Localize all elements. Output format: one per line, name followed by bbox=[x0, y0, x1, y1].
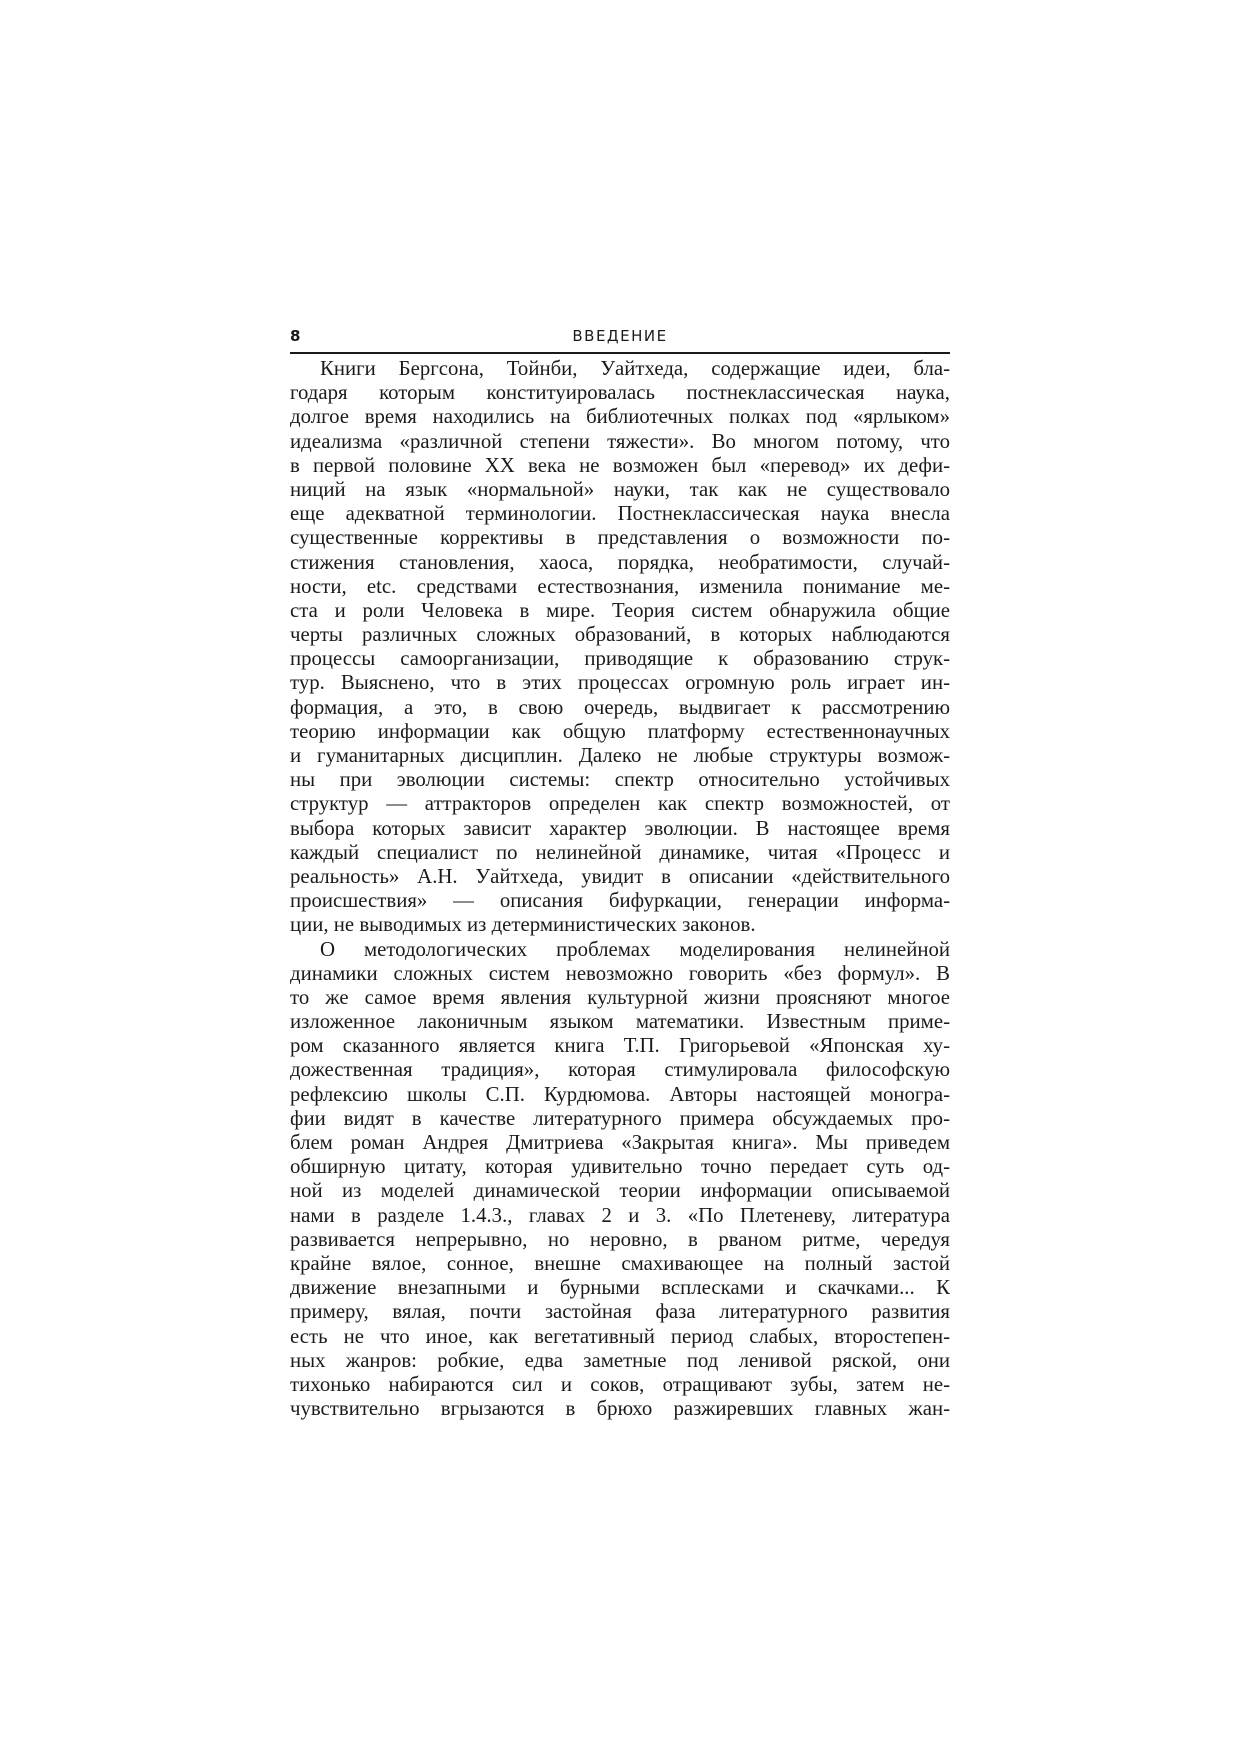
text-line: О методологических проблемах моделирования нелинейной bbox=[320, 937, 950, 961]
text-line: изложенное лаконичным языком математики. Известным приме- bbox=[290, 1010, 950, 1034]
text-line: выбора которых зависит характер эволюции. В настоящее время bbox=[290, 816, 950, 840]
text-line: блем роман Андрея Дмитриева «Закрытая книга». Мы приведем bbox=[290, 1131, 950, 1154]
text-line: чувствительно вгрызаются в брюхо разжиревших главных жан- bbox=[290, 1397, 950, 1421]
text-line: развивается непрерывно, но неровно, в рваном ритме, чередуя bbox=[290, 1227, 950, 1251]
text-line: стижения становления, хаоса, порядка, необратимости, случай- bbox=[290, 550, 950, 574]
text-line: долгое время находились на библиотечных полках под «ярлыком» bbox=[290, 405, 950, 429]
text-line: ной из моделей динамической теории информации описываемой bbox=[290, 1179, 950, 1203]
text-line: теорию информации как общую платформу естественнонаучных bbox=[290, 719, 950, 743]
text-line: ром сказанного является книга Т.П. Григорьевой «Японская ху- bbox=[290, 1034, 950, 1058]
text-line: структур — аттракторов определен как спектр возможностей, от bbox=[290, 792, 950, 816]
text-line: рефлексию школы С.П. Курдюмова. Авторы настоящей моногра- bbox=[290, 1082, 950, 1106]
text-line: формация, а это, в свою очередь, выдвигает к рассмотрению bbox=[290, 695, 950, 719]
text-line: ста и роли Человека в мире. Теория систем обнаружила общие bbox=[290, 598, 950, 622]
text-line: примеру, вялая, почти застойная фаза литературного развития bbox=[290, 1300, 950, 1324]
page-number: 8 bbox=[290, 327, 301, 345]
text-line: каждый специалист по нелинейной динамике, читая «Процесс и bbox=[290, 840, 950, 864]
text-line: ны при эволюции системы: спектр относительно устойчивых bbox=[290, 768, 950, 792]
text-line: динамики сложных систем невозможно говорить «без формул». В bbox=[290, 961, 950, 985]
text-line: и гуманитарных дисциплин. Далеко не любые структуры возмож- bbox=[290, 744, 950, 767]
book-page bbox=[290, 326, 950, 1421]
text-line: идеализма «различной степени тяжести». Во многом потому, что bbox=[290, 429, 950, 453]
text-line: Книги Бергсона, Тойнби, Уайтхеда, содержащие идеи, бла- bbox=[320, 357, 950, 380]
paragraph-1 bbox=[290, 357, 950, 938]
running-header bbox=[290, 326, 950, 354]
text-line: есть не что иное, как вегетативный период слабых, второстепен- bbox=[290, 1324, 950, 1348]
text-line: черты различных сложных образований, в которых наблюдаются bbox=[290, 623, 950, 647]
text-line: ных жанров: робкие, едва заметные под ленивой ряской, они bbox=[290, 1348, 950, 1372]
text-line: тур. Выяснено, что в этих процессах огромную роль играет ин- bbox=[290, 671, 950, 695]
text-line: крайне вялое, сонное, внешне смахивающее на полный застой bbox=[290, 1251, 950, 1275]
running-title: ВВЕДЕНИЕ bbox=[572, 327, 668, 345]
text-line: существенные коррективы в представления о возможности по- bbox=[290, 526, 950, 550]
paragraph-2 bbox=[290, 938, 950, 1422]
text-line: процессы самоорганизации, приводящие к образованию струк- bbox=[290, 647, 950, 671]
text-line: годаря которым конституировалась постнеклассическая наука, bbox=[290, 381, 950, 405]
text-line: дожественная традиция», которая стимулировала философскую bbox=[290, 1058, 950, 1082]
text-line: то же самое время явления культурной жизни проясняют многое bbox=[290, 985, 950, 1009]
text-line: нами в разделе 1.4.3., главах 2 и 3. «По Плетеневу, литература bbox=[290, 1203, 950, 1227]
body-text bbox=[290, 357, 950, 1421]
text-line: реальность» А.Н. Уайтхеда, увидит в описании «действительного bbox=[290, 864, 950, 888]
text-line: ниций на язык «нормальной» науки, так как не существовало bbox=[290, 477, 950, 501]
text-line: движение внезапными и бурными всплесками и скачками... К bbox=[290, 1276, 950, 1300]
text-line: происшествия» — описания бифуркации, генерации информа- bbox=[290, 889, 950, 913]
text-line: тихонько набираются сил и соков, отращивают зубы, затем не- bbox=[290, 1372, 950, 1396]
text-line: в первой половине XX века не возможен был «перевод» их дефи- bbox=[290, 453, 950, 477]
text-line: обширную цитату, которая удивительно точно передает суть од- bbox=[290, 1155, 950, 1179]
text-line: ности, etc. средствами естествознания, изменила понимание ме- bbox=[290, 574, 950, 598]
text-line: фии видят в качестве литературного примера обсуждаемых про- bbox=[290, 1106, 950, 1130]
text-line: еще адекватной терминологии. Постнеклассическая наука внесла bbox=[290, 502, 950, 526]
text-line: ции, не выводимых из детерминистических законов. bbox=[290, 913, 756, 937]
